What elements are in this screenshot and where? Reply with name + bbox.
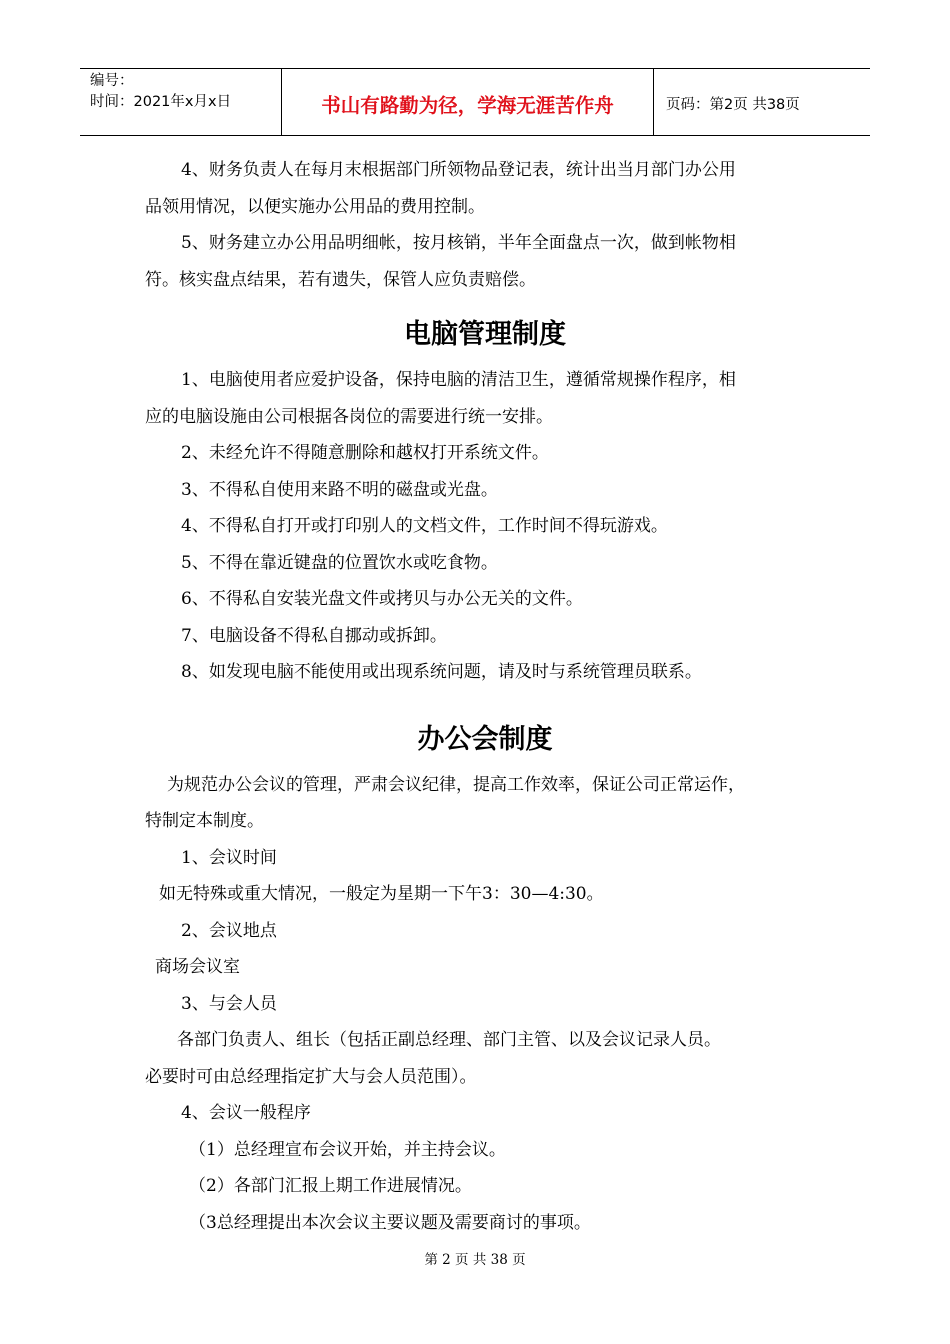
meeting-item-title: 1、会议时间 xyxy=(181,847,277,868)
section-title-meeting: 办公会制度 xyxy=(417,723,553,755)
page-header xyxy=(80,68,870,136)
meeting-item-title: 2、会议地点 xyxy=(181,920,277,941)
meeting-item-title: 4、会议一般程序 xyxy=(181,1103,311,1123)
computer-rule: 2、未经允许不得随意删除和越权打开系统文件。 xyxy=(181,443,549,463)
computer-rule: 7、电脑设备不得私自挪动或拆卸。 xyxy=(181,625,447,646)
meeting-item-body: 必要时可由总经理指定扩大与会人员范围）。 xyxy=(145,1066,477,1087)
document-number-label: 编号： xyxy=(90,73,134,89)
computer-rule: 3、不得私自使用来路不明的磁盘或光盘。 xyxy=(181,479,498,500)
computer-rule: 1、电脑使用者应爱护设备，保持电脑的清洁卫生，遵循常规操作程序，相 xyxy=(181,370,736,390)
section-title-computer: 电脑管理制度 xyxy=(404,319,566,350)
paragraph: 符。核实盘点结果，若有遗失，保管人应负责赔偿。 xyxy=(145,269,536,290)
meeting-item-body: 商场会议室 xyxy=(155,957,240,977)
page-footer: 第 2 页 共 38 页 xyxy=(424,1252,526,1268)
computer-rule: 6、不得私自安装光盘文件或拷贝与办公无关的文件。 xyxy=(181,589,583,609)
document-time-label: 时间：2021年x月x日 xyxy=(90,94,232,110)
meeting-step: （1）总经理宣布会议开始，并主持会议。 xyxy=(189,1139,506,1160)
computer-rule: 5、不得在靠近键盘的位置饮水或吃食物。 xyxy=(181,552,498,573)
computer-rule: 应的电脑设施由公司根据各岗位的需要进行统一安排。 xyxy=(145,406,553,427)
document-body xyxy=(145,152,825,1241)
computer-rule: 4、不得私自打开或打印别人的文档文件，工作时间不得玩游戏。 xyxy=(181,516,668,536)
paragraph: 4、财务负责人在每月末根据部门所领物品登记表，统计出当月部门办公用 xyxy=(181,160,736,180)
meeting-intro: 特制定本制度。 xyxy=(145,811,264,831)
meeting-intro: 为规范办公会议的管理，严肃会议纪律，提高工作效率，保证公司正常运作， xyxy=(167,774,745,795)
paragraph: 品领用情况，以便实施办公用品的费用控制。 xyxy=(145,196,485,217)
header-motto: 书山有路勤为径，学海无涯苦作舟 xyxy=(282,69,654,135)
meeting-item-body: 各部门负责人、组长（包括正副总经理、部门主管、以及会议记录人员。 xyxy=(177,1030,721,1050)
header-meta xyxy=(80,69,282,135)
computer-rule: 8、如发现电脑不能使用或出现系统问题，请及时与系统管理员联系。 xyxy=(181,662,702,682)
meeting-item-title: 3、与会人员 xyxy=(181,993,277,1014)
meeting-step: （2）各部门汇报上期工作进展情况。 xyxy=(189,1176,472,1196)
header-page-info: 页码：第2页 共38页 xyxy=(666,96,800,113)
paragraph: 5、财务建立办公用品明细帐，按月核销，半年全面盘点一次，做到帐物相 xyxy=(181,233,736,253)
meeting-step: （3总经理提出本次会议主要议题及需要商讨的事项。 xyxy=(189,1212,591,1233)
meeting-item-body: 如无特殊或重大情况，一般定为星期一下午3：30—4:30。 xyxy=(159,884,604,904)
